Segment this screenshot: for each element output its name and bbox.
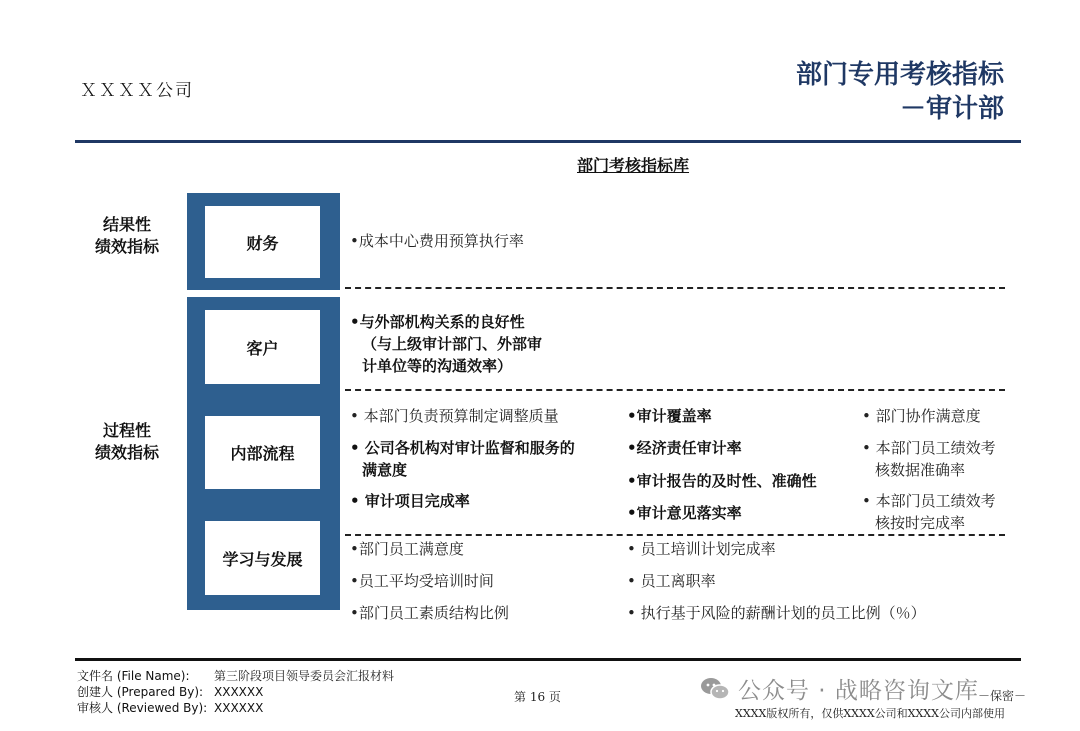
box-finance: 财务	[205, 206, 320, 278]
category-process-line1: 过程性	[102, 421, 151, 440]
list-item: •部门员工满意度	[350, 540, 464, 558]
library-title: 部门考核指标库	[577, 156, 690, 175]
category-result-line2: 绩效指标	[94, 237, 159, 256]
list-item: • 执行基于风险的薪酬计划的员工比例（％）	[627, 604, 926, 622]
list-item: •成本中心费用预算执行率	[350, 232, 524, 250]
list-item: 满意度	[362, 461, 408, 479]
header-divider	[75, 140, 1021, 143]
footer-divider	[75, 658, 1021, 661]
page-title-line1: 部门专用考核指标	[795, 60, 1004, 90]
wechat-icon	[700, 676, 730, 702]
footer-reviewed-value: XXXXXX	[214, 701, 264, 715]
list-item: •审计覆盖率	[627, 407, 712, 425]
list-item: •部门员工素质结构比例	[350, 604, 509, 622]
box-customer: 客户	[205, 310, 320, 384]
list-item: 计单位等的沟通效率）	[362, 357, 513, 375]
list-item: • 部门协作满意度	[862, 407, 981, 425]
watermark	[700, 672, 979, 705]
page-number: 第 16 页	[514, 690, 561, 704]
list-item: • 本部门员工绩效考	[862, 492, 996, 510]
watermark-text: 公众号 · 战略咨询文库	[738, 678, 979, 704]
list-item: 核数据准确率	[875, 461, 966, 479]
page-title	[796, 58, 1004, 126]
list-item: • 员工离职率	[627, 572, 716, 590]
list-item: •员工平均受培训时间	[350, 572, 494, 590]
list-item: •审计报告的及时性、准确性	[627, 472, 817, 490]
row-divider	[345, 389, 1005, 391]
footer-file-label: 文件名 (File Name):	[77, 669, 190, 683]
list-item: •与外部机构关系的良好性	[350, 313, 525, 331]
category-result-line1: 结果性	[102, 215, 151, 234]
list-item: •经济责任审计率	[627, 439, 742, 457]
confidential-label: －保密－	[978, 689, 1027, 703]
box-learning-growth: 学习与发展	[205, 521, 320, 595]
category-result	[72, 214, 182, 258]
list-item: • 本部门负责预算制定调整质量	[350, 407, 559, 425]
footer-prepared-label: 创建人 (Prepared By):	[77, 685, 204, 699]
category-process-line2: 绩效指标	[94, 443, 159, 462]
box-internal-process: 内部流程	[205, 416, 320, 489]
row-divider	[345, 287, 1005, 289]
list-item: （与上级审计部门、外部审	[362, 335, 543, 353]
list-item: • 审计项目完成率	[350, 492, 470, 510]
list-item: 核按时完成率	[875, 514, 966, 532]
list-item: • 员工培训计划完成率	[627, 540, 776, 558]
category-process	[72, 420, 182, 464]
list-item: • 公司各机构对审计监督和服务的	[350, 439, 575, 457]
result-panel	[187, 193, 340, 290]
company-name: ＸＸＸＸ公司	[80, 81, 194, 101]
row-divider	[345, 534, 1005, 536]
copyright-notice: XXXX版权所有，仅供XXXX公司和XXXX公司内部使用	[735, 707, 1005, 720]
footer-file-value: 第三阶段项目领导委员会汇报材料	[214, 669, 395, 683]
footer-prepared-value: XXXXXX	[214, 685, 264, 699]
footer-reviewed-label: 审核人 (Reviewed By):	[77, 701, 208, 715]
page-title-line2: －审计部	[899, 94, 1004, 124]
list-item: •审计意见落实率	[627, 504, 742, 522]
process-panel	[187, 297, 340, 610]
list-item: • 本部门员工绩效考	[862, 439, 996, 457]
